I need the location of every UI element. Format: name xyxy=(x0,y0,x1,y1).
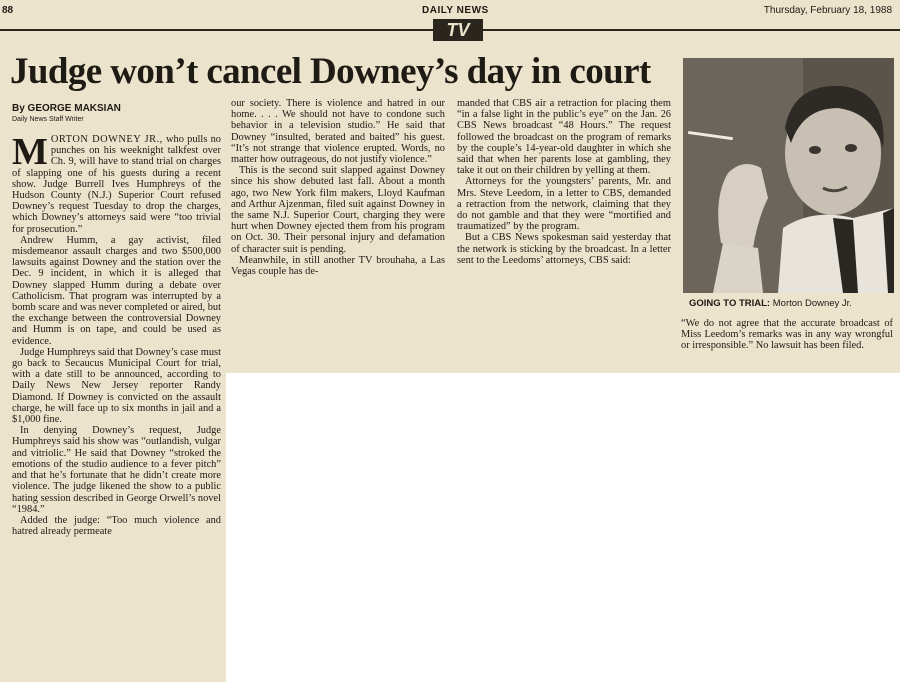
article-column-2 xyxy=(231,98,445,277)
article-column-1 xyxy=(12,131,221,538)
caption-label: GOING TO TRIAL: xyxy=(689,298,771,309)
caption-text: Morton Downey Jr. xyxy=(772,298,852,309)
paragraph: manded that CBS air a retraction for placing them “in a false light in the public’s eye” on the Jan. 26 CBS News broadcast “48 Hours.” The request followed the broadcast on the program of remarks by the couple’s 14-year-old daughter in which she said that when her parents lose at gambling, they take it out on their children by yelling at them. xyxy=(457,98,671,177)
paragraph: In denying Downey’s request, Judge Humphreys said his show was “outlandish, vulgar and vitriolic.” He said that Downey “stroked the emotions of the studio audience to a fever pitch” and that he’s fortunate that he didn’t create more violence. The judge likened the show to a public hating session described in George Orwell’s novel “1984.” xyxy=(12,425,221,515)
paragraph: “We do not agree that the accurate broadcast of Miss Leedom’s remarks was in any way wrongful or irresponsible.” No lawsuit has been filed. xyxy=(681,318,893,352)
portrait-illustration xyxy=(683,58,894,293)
newspaper-name: DAILY NEWS xyxy=(422,5,489,16)
headline: Judge won’t cancel Downey’s day in court xyxy=(10,51,651,92)
paragraph-text: who pulls no punches on his weeknight talkfest over Ch. 9, will have to stand trial on charges of slapping one of his guests during a recent show. Judge Burrell Ives Humphreys of the Hudson County (N.J.) Superior Court refused Downey’s request Tuesday to drop the charges, which Downey’s attorneys said were “too trivial for prosecution.” xyxy=(12,134,221,235)
drop-cap: M xyxy=(12,131,48,173)
article-column-3 xyxy=(457,98,671,266)
paragraph xyxy=(12,131,221,235)
byline-credit: Daily News Staff Writer xyxy=(12,116,84,123)
paragraph: Andrew Humm, a gay activist, filed misdemeanor assault charges and two $500,000 lawsuits against Downey and the station over the Dec. 9 incident, in which it is alleged that Downey slapped Humm during a debate over Catholicism. That program was interrupted by a bomb scare and was never completed or aired, but the exchange between the controversial Downey and Humm is on tape, and could be used as evidence. xyxy=(12,234,221,347)
paragraph: Judge Humphreys said that Downey’s case must go back to Secaucus Municipal Court for trial, with a date still to be announced, according to Daily News New Jersey reporter Randy Diamond. If Downey is convicted on the assault charge, he will face up to six months in jail and a $1,000 fine. xyxy=(12,346,221,426)
paragraph: But a CBS News spokesman said yesterday that the network is sticking by the broadcast. In a letter sent to the Leedoms’ attorneys, CBS said: xyxy=(457,232,671,266)
paragraph: This is the second suit slapped against Downey since his show debuted last fall. About a month ago, two New York film makers, Lloyd Kaufman and Arthur Ajzenman, filed suit against Downey in the same N.J. Superior Court, charging they were hurt when Downey ejected them from his program on Oct. 30. Their personal injury and defamation of character suit is pending. xyxy=(231,165,445,255)
photo-morton-downey xyxy=(683,58,894,293)
page-number: 88 xyxy=(2,5,14,16)
paragraph: our society. There is violence and hatred in our home. . . . We should not have to condone such behavior in a television studio.” He said that Downey “insulted, berated and baited” his guest. “It’s not strange that violence erupted. Words, no matter how outrageous, do not justify violence.” xyxy=(231,98,445,166)
photo-caption xyxy=(689,298,852,309)
masthead xyxy=(0,5,900,19)
paragraph: Meanwhile, in still another TV brouhaha, a Las Vegas couple has de- xyxy=(231,254,445,278)
paragraph: Attorneys for the youngsters’ parents, Mr. and Mrs. Steve Leedom, in a letter to CBS, demanded a retraction from the network, claiming that they do not gamble and that they were “mortified and traumatized” by the program. xyxy=(457,176,671,233)
lead-caps: ORTON DOWNEY JR., xyxy=(50,134,163,145)
dateline: Thursday, February 18, 1988 xyxy=(763,5,892,16)
section-label: TV xyxy=(433,19,483,41)
article-column-4 xyxy=(681,318,893,352)
paragraph: Added the judge: “Too much violence and hatred already permeate xyxy=(12,514,221,538)
byline: By GEORGE MAKSIAN xyxy=(12,103,121,114)
